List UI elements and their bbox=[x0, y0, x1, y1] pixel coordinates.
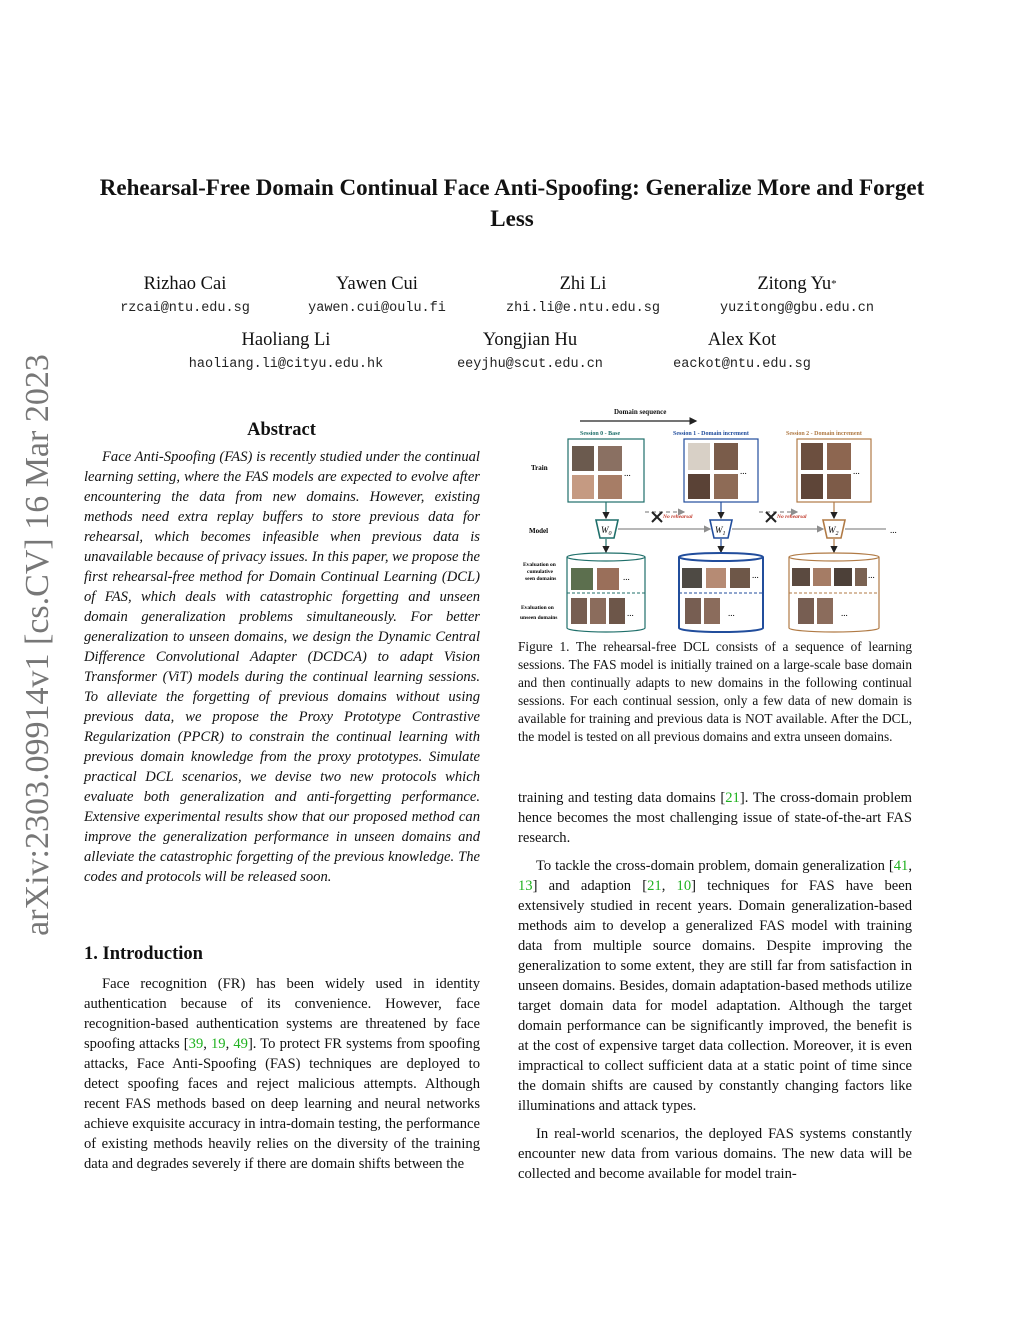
face-thumb bbox=[855, 568, 867, 586]
author bbox=[478, 273, 688, 316]
author-name: Zhi Li bbox=[559, 274, 607, 294]
ellipsis: ... bbox=[752, 570, 759, 580]
face-thumb bbox=[590, 598, 606, 624]
face-thumb bbox=[834, 568, 852, 586]
author-email: rzcai@ntu.edu.sg bbox=[120, 301, 250, 316]
session-0-label: Session 0 - Base bbox=[580, 431, 621, 437]
face-thumb bbox=[571, 568, 593, 590]
ellipsis: ... bbox=[728, 608, 735, 618]
face-thumb bbox=[714, 443, 738, 470]
author-email: eeyjhu@scut.edu.cn bbox=[457, 357, 603, 372]
face-thumb bbox=[685, 598, 701, 624]
face-thumb bbox=[598, 475, 622, 499]
citation-link[interactable]: 19 bbox=[211, 1036, 226, 1052]
face-thumb bbox=[798, 598, 814, 624]
abstract-body bbox=[84, 447, 480, 887]
row-label-eval-unseen: unseen domains bbox=[520, 615, 558, 621]
model-label: $W_1$ bbox=[715, 525, 726, 537]
row-label-model: Model bbox=[529, 527, 549, 535]
author bbox=[170, 329, 402, 372]
ellipsis: ... bbox=[841, 608, 848, 618]
face-thumb bbox=[730, 568, 750, 588]
no-rehearsal-label: No rehearsal bbox=[777, 514, 807, 520]
citation-link[interactable]: 39 bbox=[188, 1036, 204, 1052]
face-thumb bbox=[572, 475, 594, 499]
citation-link[interactable]: 13 bbox=[518, 878, 533, 894]
session-0 bbox=[567, 431, 645, 632]
author bbox=[435, 329, 625, 372]
face-thumb bbox=[827, 474, 851, 499]
face-thumb bbox=[827, 443, 851, 470]
author-name: Yawen Cui bbox=[336, 274, 418, 294]
face-thumb bbox=[609, 598, 625, 624]
intro-paragraph: In real-world scenarios, the deployed FAS systems constantly encounter new data from various domains. The new data will be collected and become available for model train- bbox=[518, 1126, 912, 1182]
citation-link[interactable]: 41 bbox=[893, 858, 909, 874]
paper-title: Rehearsal-Free Domain Continual Face Anti-Spoofing: Generalize More and Forget Less bbox=[99, 175, 925, 231]
face-thumb bbox=[801, 474, 823, 499]
face-thumb bbox=[682, 568, 702, 588]
author-email: yuzitong@gbu.edu.cn bbox=[720, 301, 874, 316]
face-thumb bbox=[792, 568, 810, 586]
row-label-train: Train bbox=[531, 464, 548, 472]
author-name: Alex Kot bbox=[707, 330, 777, 350]
face-thumb bbox=[813, 568, 831, 586]
arxiv-stamp: arXiv:2303.09914v1 [cs.CV] 16 Mar 2023 bbox=[19, 354, 56, 936]
eval-db-top bbox=[789, 553, 879, 561]
author-email: zhi.li@e.ntu.edu.sg bbox=[506, 301, 660, 316]
author-email: eackot@ntu.edu.sg bbox=[673, 357, 811, 372]
face-thumb bbox=[571, 598, 587, 624]
no-rehearsal-label: No rehearsal bbox=[663, 514, 693, 520]
citation-link[interactable]: 21 bbox=[725, 790, 740, 806]
domain-sequence-label: Domain sequence bbox=[614, 408, 667, 416]
ellipsis: ... bbox=[624, 468, 631, 478]
face-thumb bbox=[817, 598, 833, 624]
abstract-heading: Abstract bbox=[247, 420, 316, 440]
session-1 bbox=[673, 431, 763, 632]
face-thumb bbox=[572, 446, 594, 471]
intro-paragraph: To tackle the cross-domain problem, domain generalization [41, 13] and adaption [21, 10] techniques for FAS have been extensively studied in recent years. Domain generalization-based methods aim to develop a generalized FAS model with training data from multiple source domains. Despite improving the generalization to some extent, they are still far from satisfaction in unseen domains. Besides, domain adaptation-based methods utilize target domain data for model adaptation. Although the target domain performance can be significantly improved, the benefit is at the cost of expensive target data collection. Moreover, it is even impractical to collect sufficient data at a static point of time since the domain shifts are caused by constantly changing factors like illuminations and attack types. bbox=[518, 858, 912, 1114]
session-2-label: Session 2 - Domain increment bbox=[786, 431, 862, 437]
row-label-eval-seen: Evaluation on bbox=[523, 562, 556, 568]
citation-link[interactable]: 21 bbox=[647, 878, 662, 894]
intro-paragraph: Face recognition (FR) has been widely used in identity authentication because of its convenience. However, face recognition-based authentication systems are threatened by face spoofing attacks [39, 19, 49]. To protect FR systems from spoofing attacks, Face Anti-Spoofing (FAS) techniques are deployed to detect spoofing faces and reject malicious attempts. Although recent FAS methods based on deep learning and neural networks achieve exquisite accuracy in intra-domain testing, the performance of existing methods heavily relies on the diversity of the training data and degrades severely if there are domain shifts between the bbox=[84, 976, 480, 1172]
model-label: $W_0$ bbox=[601, 525, 612, 537]
citation-link[interactable]: 10 bbox=[676, 878, 692, 894]
session-1-label: Session 1 - Domain increment bbox=[673, 431, 749, 437]
face-thumb bbox=[706, 568, 726, 588]
figure-caption: Figure 1. The rehearsal-free DCL consists of a sequence of learning sessions. The FAS model is initially trained on a large-scale base domain and then continually adapts to new domains in the following continual sessions. For each continual session, only a few data of new domain is available for training and previous data is NOT available. After the DCL, the model is tested on all previous domains and extra unseen domains. bbox=[518, 639, 912, 744]
author bbox=[652, 329, 832, 372]
face-thumb bbox=[688, 474, 710, 499]
author bbox=[95, 273, 275, 316]
figure-1 bbox=[518, 402, 914, 634]
author bbox=[282, 273, 472, 316]
intro-left-column bbox=[84, 974, 480, 1174]
author-name: Zitong Yu* bbox=[757, 274, 837, 294]
face-thumb bbox=[688, 443, 710, 470]
ellipsis: ... bbox=[627, 608, 634, 618]
row-label-eval-seen: seen domains bbox=[525, 576, 557, 582]
author-name: Yongjian Hu bbox=[482, 330, 578, 350]
row-label-eval-unseen: Evaluation on bbox=[521, 605, 554, 611]
intro-right-column bbox=[518, 788, 912, 1192]
author-name: Rizhao Cai bbox=[143, 274, 227, 294]
intro-paragraph: training and testing data domains [21]. The cross-domain problem hence becomes the most challenging issue of state-of-the-art FAS research. bbox=[518, 790, 912, 846]
section-heading: 1. Introduction bbox=[84, 944, 203, 964]
face-thumb bbox=[801, 443, 823, 470]
face-thumb bbox=[598, 446, 622, 471]
session-2 bbox=[786, 431, 897, 632]
ellipsis: ... bbox=[868, 570, 875, 580]
ellipsis: ... bbox=[740, 466, 747, 476]
ellipsis: ... bbox=[890, 525, 897, 535]
model-label: $W_2$ bbox=[828, 525, 839, 537]
ellipsis: ... bbox=[623, 572, 630, 582]
face-thumb bbox=[704, 598, 720, 624]
citation-link[interactable]: 49 bbox=[233, 1036, 248, 1052]
author-email: yawen.cui@oulu.fi bbox=[308, 301, 446, 316]
author-name: Haoliang Li bbox=[241, 330, 331, 350]
row-label-eval-seen: cumulative bbox=[527, 569, 553, 575]
corresponding-mark: * bbox=[831, 278, 837, 290]
face-thumb bbox=[714, 474, 738, 499]
author bbox=[697, 273, 897, 316]
eval-db-top bbox=[679, 553, 763, 561]
eval-db-top bbox=[567, 553, 645, 561]
abstract-text: Face Anti-Spoofing (FAS) is recently studied under the continual learning setting, where the FAS models are expected to evolve after encountering the data from new domains. However, existing methods need extra replay buffers to store previous data for rehearsal, which becomes infeasible when previous data is unavailable because of privacy issues. In this paper, we propose the first rehearsal-free method for Domain Continual Learning (DCL) of FAS, which deals with catastrophic forgetting and unseen domain generalization problems simultaneously. For better generalization to unseen domains, we design the Dynamic Central Difference Convolutional Adapter (DCDCA) to adapt Vision Transformer (ViT) models during the continual learning sessions. To alleviate the forgetting of previous domains without using previous data, we propose the Proxy Prototype Contrastive Regularization (PPCR) to constrain the continual learning with previous domain knowledge from the proxy prototypes. Simulate practical DCL scenarios, we devise two new protocols which evaluate both generalization and anti-forgetting performance. Extensive experimental results show that our proposed method can improve the generalization performance in unseen domains and alleviate the catastrophic forgetting of the previous knowledge. The codes and protocols will be released soon. bbox=[84, 449, 480, 885]
face-thumb bbox=[597, 568, 619, 590]
author-email: haoliang.li@cityu.edu.hk bbox=[188, 357, 384, 372]
ellipsis: ... bbox=[853, 466, 860, 476]
